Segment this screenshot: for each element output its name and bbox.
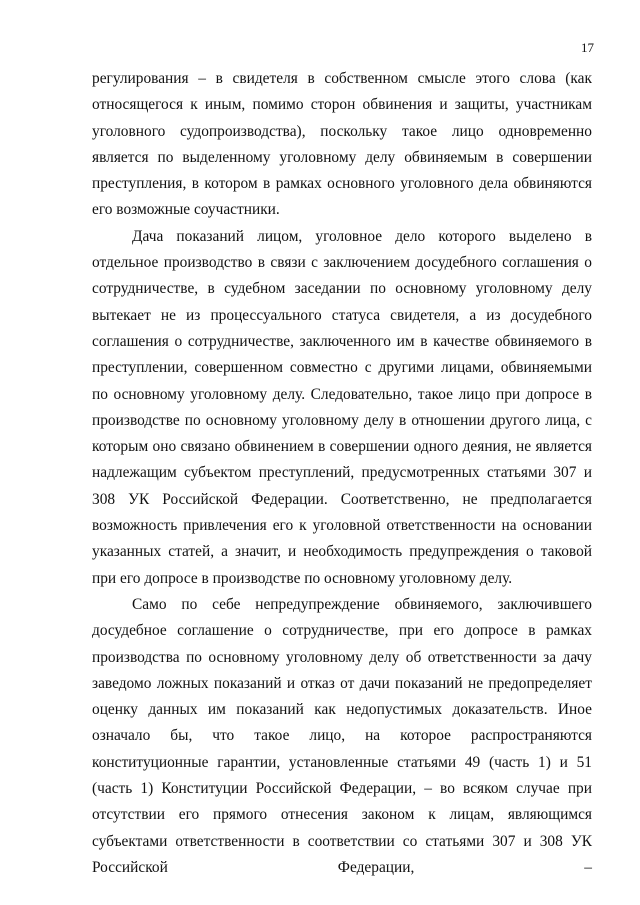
- paragraph-non-warning: Само по себе непредупреждение обвиняемого, заключившего досудебное соглашение о сотрудничестве, при его допросе в рамках производства по основному уголовному делу об ответственности за дачу заведомо ложных показаний и отказ от дачи показаний не предопределяет оценку данных им показаний как недопустимых доказательств. Иное означало бы, что такое лицо, на которое распространяются конституционные гарантии, установленные статьями 49 (часть 1) и 51 (часть 1) Конституции Российской Федерации, – во всяком случае при отсутствии его прямого отнесения законом к лицам, являющимся субъектами ответственности в соответствии со статьями 307 и 308 УК Российской Федерации, –: [92, 595, 592, 876]
- page-number: 17: [581, 40, 594, 55]
- paragraph-continuation: регулирования – в свидетеля в собственном смысле этого слова (как относящегося к иным, помимо сторон обвинения и защиты, участникам уголовного судопроизводства), поскольку такое лицо одновременно является по выделенному уголовному делу обвиняемым в совершении преступления, в котором в рамках основного уголовного дела обвиняются его возможные соучастники.: [92, 70, 592, 219]
- document-body: [92, 66, 592, 881]
- paragraph-testimony: Дача показаний лицом, уголовное дело которого выделено в отдельное производство в связи с заключением досудебного соглашения о сотрудничестве, в судебном заседании по основному уголовному делу вытекает не из процессуального статуса свидетеля, а из досудебного соглашения о сотрудничестве, заключенного им в качестве обвиняемого в преступлении, совершенном совместно с другими лицами, обвиняемыми по основному уголовному делу. Следовательно, такое лицо при допросе в производстве по основному уголовному делу в отношении другого лица, с которым оно связано обвинением в совершении одного деяния, не является надлежащим субъектом преступлений, предусмотренных статьями 307 и 308 УК Российской Федерации. Соответственно, не предполагается возможность привлечения его к уголовной ответственности на основании указанных статей, а значит, и необходимость предупреждения о таковой при его допросе в производстве по основному уголовному делу.: [92, 227, 592, 587]
